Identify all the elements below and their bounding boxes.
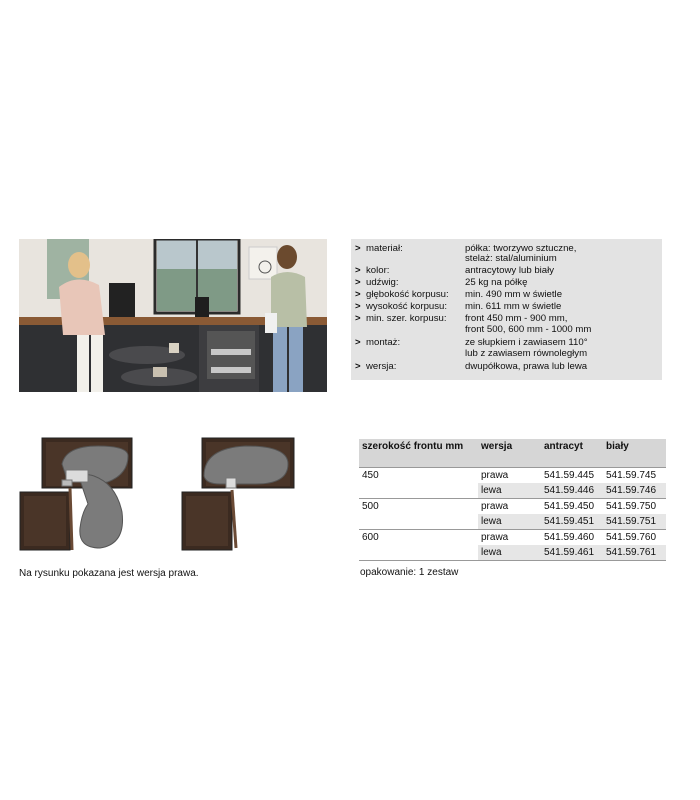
spec-label: kolor: (366, 265, 390, 276)
spec-label: wysokość korpusu: (366, 301, 448, 312)
cell-anthracite-code: 541.59.460 (541, 530, 603, 546)
spec-value: front 450 mm - 900 mm, (465, 313, 568, 324)
table-row (359, 483, 666, 499)
spec-marker: > (355, 243, 361, 254)
spec-marker: > (355, 361, 361, 372)
cell-version: prawa (478, 499, 541, 515)
cell-anthracite-code: 541.59.445 (541, 468, 603, 484)
drawing-closed-position (180, 436, 298, 559)
column-header-white: biały (603, 439, 666, 468)
cell-anthracite-code: 541.59.461 (541, 545, 603, 561)
cell-anthracite-code: 541.59.446 (541, 483, 603, 499)
drawing-caption: Na rysunku pokazana jest wersja prawa. (19, 568, 199, 579)
spec-label: montaż: (366, 337, 401, 348)
spec-value: front 500, 600 mm - 1000 mm (465, 324, 592, 335)
specifications-box (351, 239, 662, 380)
cell-white-code: 541.59.761 (603, 545, 666, 561)
cell-width (359, 483, 478, 499)
cell-version: prawa (478, 468, 541, 484)
column-header-width: szerokość frontu mm (359, 439, 478, 468)
table-row (359, 530, 666, 546)
spec-marker: > (355, 313, 361, 324)
table-row (359, 545, 666, 561)
cell-version: lewa (478, 483, 541, 499)
spec-label: materiał: (366, 243, 403, 254)
cell-white-code: 541.59.751 (603, 514, 666, 530)
spec-value: ze słupkiem i zawiasem 110° (465, 337, 588, 348)
spec-value: dwupółkowa, prawa lub lewa (465, 361, 588, 372)
cell-width: 600 (359, 530, 478, 546)
cell-anthracite-code: 541.59.450 (541, 499, 603, 515)
spec-value: lub z zawiasem równoległym (465, 348, 588, 359)
spec-marker: > (355, 265, 361, 276)
spec-value: półka: tworzywo sztuczne, (465, 243, 577, 254)
spec-value: min. 611 mm w świetle (465, 301, 562, 312)
column-header-anthracite: antracyt (541, 439, 603, 468)
product-photo (19, 239, 327, 392)
spec-value: 25 kg na półkę (465, 277, 528, 288)
cell-width (359, 514, 478, 530)
column-header-version: wersja (478, 439, 541, 468)
spec-label: udźwig: (366, 277, 399, 288)
table-row (359, 499, 666, 515)
cell-white-code: 541.59.760 (603, 530, 666, 546)
cell-version: lewa (478, 545, 541, 561)
spec-label: min. szer. korpusu: (366, 313, 447, 324)
cell-white-code: 541.59.745 (603, 468, 666, 484)
spec-label: głębokość korpusu: (366, 289, 449, 300)
cell-version: lewa (478, 514, 541, 530)
table-row (359, 514, 666, 530)
cell-width (359, 545, 478, 561)
product-code-table (359, 439, 666, 561)
spec-marker: > (355, 289, 361, 300)
cell-width: 500 (359, 499, 478, 515)
table-row (359, 468, 666, 484)
cell-anthracite-code: 541.59.451 (541, 514, 603, 530)
table-header-row (359, 439, 666, 468)
spec-value: stelaż: stal/aluminium (465, 253, 557, 264)
spec-marker: > (355, 337, 361, 348)
spec-value: antracytowy lub biały (465, 265, 555, 276)
cell-white-code: 541.59.746 (603, 483, 666, 499)
packaging-note: opakowanie: 1 zestaw (360, 567, 459, 578)
spec-value: min. 490 mm w świetle (465, 289, 563, 300)
cell-version: prawa (478, 530, 541, 546)
spec-marker: > (355, 277, 361, 288)
spec-label: wersja: (366, 361, 397, 372)
spec-marker: > (355, 301, 361, 312)
drawing-open-position (18, 436, 136, 559)
cell-width: 450 (359, 468, 478, 484)
cell-white-code: 541.59.750 (603, 499, 666, 515)
